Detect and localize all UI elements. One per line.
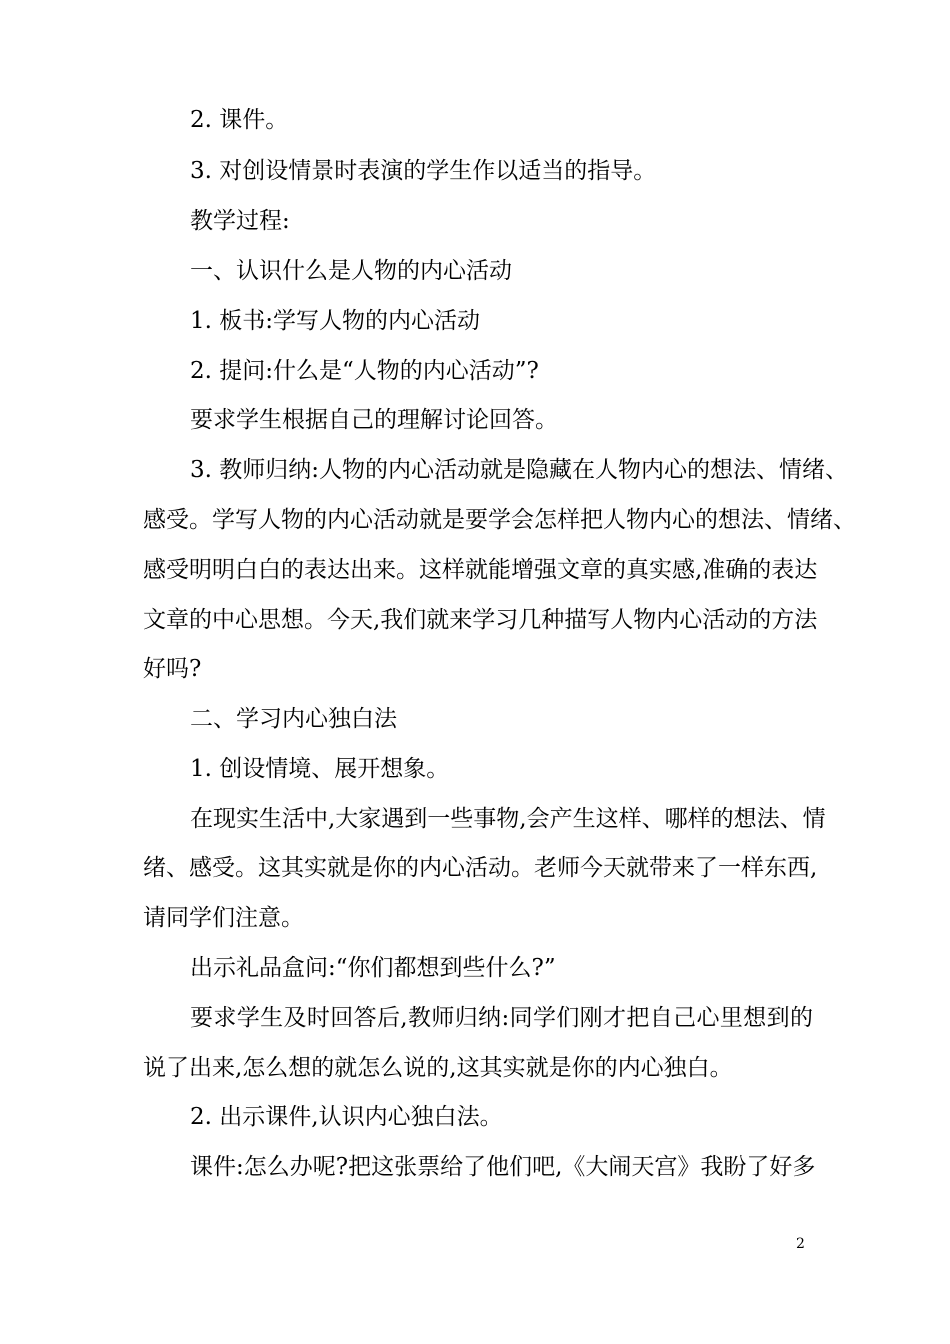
text-line: 1. 创设情境、展开想象。 [190,756,450,782]
text-line: 出示礼品盒问:“你们都想到些什么?” [190,955,556,981]
text-line: 3. 对创设情景时表演的学生作以适当的指导。 [190,158,657,184]
paragraph-line: 感受。学写人物的内心活动就是要学会怎样把人物内心的想法、情绪、 [143,507,856,533]
paragraph-line: 3. 教师归纳:人物的内心活动就是隐藏在人物内心的想法、情绪、 [190,457,849,483]
text-line: 2. 提问:什么是“人物的内心活动”? [190,358,539,384]
text-line: 2. 出示课件,认识内心独白法。 [190,1104,503,1130]
paragraph-line: 绪、感受。这其实就是你的内心活动。老师今天就带来了一样东西, [143,855,818,881]
paragraph-line: 课件:怎么办呢?把这张票给了他们吧,《大闹天宫》我盼了好多 [190,1154,816,1180]
section-heading: 一、认识什么是人物的内心活动 [190,258,512,284]
text-line: 2. 课件。 [190,107,289,133]
paragraph-line: 说了出来,怎么想的就怎么说的,这其实就是你的内心独白。 [143,1055,733,1081]
paragraph-line: 感受明明白白的表达出来。这样就能增强文章的真实感,准确的表达 [143,557,818,583]
paragraph-line: 请同学们注意。 [143,905,304,931]
text-line: 教学过程: [190,208,290,234]
text-line: 要求学生根据自己的理解讨论回答。 [190,407,558,433]
section-heading: 二、学习内心独白法 [190,706,397,732]
paragraph-line: 文章的中心思想。今天,我们就来学习几种描写人物内心活动的方法 [143,607,818,633]
text-line: 1. 板书:学写人物的内心活动 [190,308,481,334]
paragraph-line: 在现实生活中,大家遇到一些事物,会产生这样、哪样的想法、情 [190,806,826,832]
page-number: 2 [796,1236,805,1252]
paragraph-line: 好吗? [143,656,202,682]
paragraph-line: 要求学生及时回答后,教师归纳:同学们刚才把自己心里想到的 [190,1005,813,1031]
